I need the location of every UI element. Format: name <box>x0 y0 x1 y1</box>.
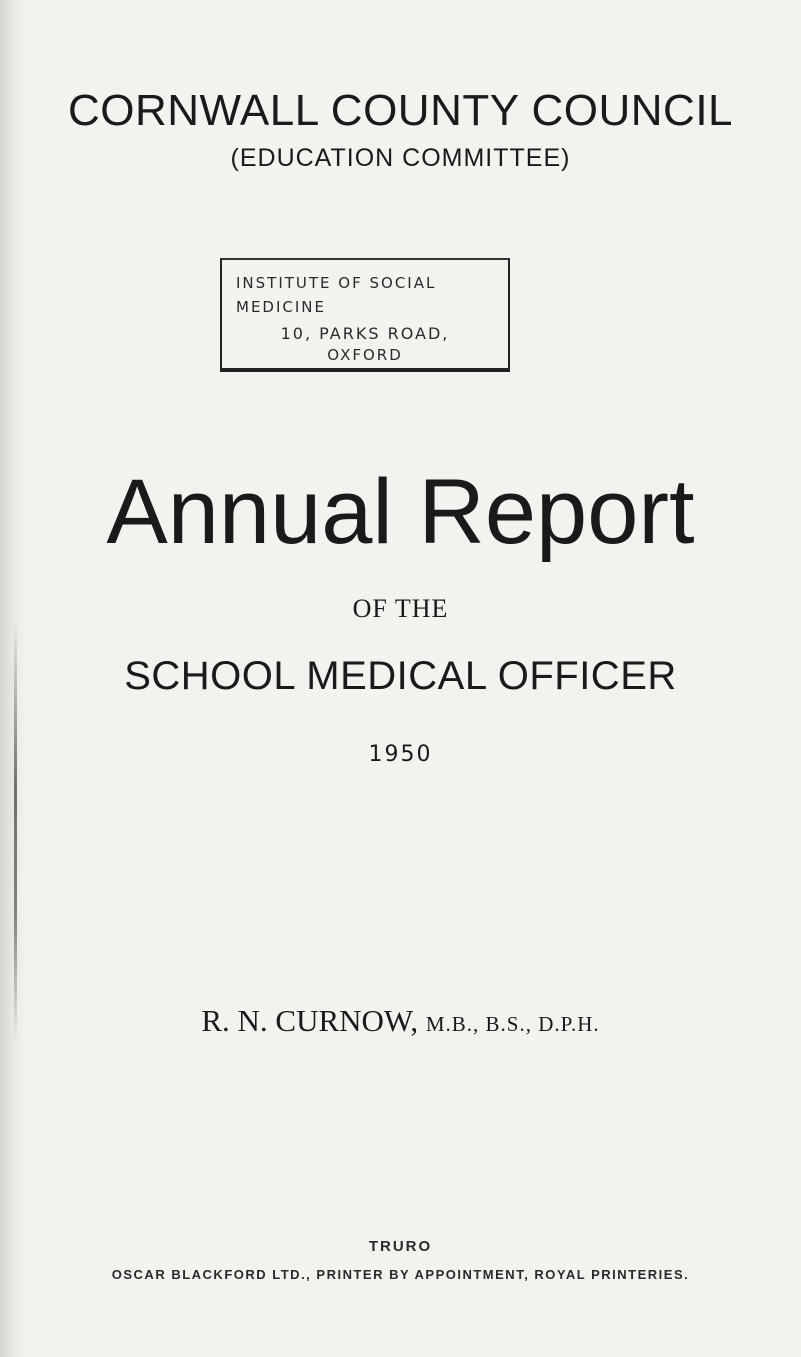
stamp-line-address: 10, PARKS ROAD, <box>280 324 450 343</box>
report-year: 1950 <box>368 742 433 767</box>
officer-heading: SCHOOL MEDICAL OFFICER <box>124 654 677 698</box>
author-name: R. N. CURNOW, <box>201 1003 419 1038</box>
council-heading: CORNWALL COUNTY COUNCIL <box>67 86 734 135</box>
committee-subheading: (EDUCATION COMMITTEE) <box>230 144 571 172</box>
stamp-line-institute: INSTITUTE OF SOCIAL <box>236 274 437 292</box>
stamp-line-medicine: MEDICINE <box>236 298 326 316</box>
author-degrees: M.B., B.S., D.P.H. <box>425 1012 600 1036</box>
of-the-label: OF THE <box>352 594 449 623</box>
author-line <box>0 1003 801 1039</box>
imprint-place: TRURO <box>368 1238 433 1255</box>
report-title: Annual Report <box>106 461 695 563</box>
stamp-line-city: OXFORD <box>327 346 403 364</box>
library-stamp <box>220 258 510 372</box>
imprint-printer: OSCAR BLACKFORD LTD., PRINTER BY APPOINTMENT, ROYAL PRINTERIES. <box>111 1267 690 1282</box>
